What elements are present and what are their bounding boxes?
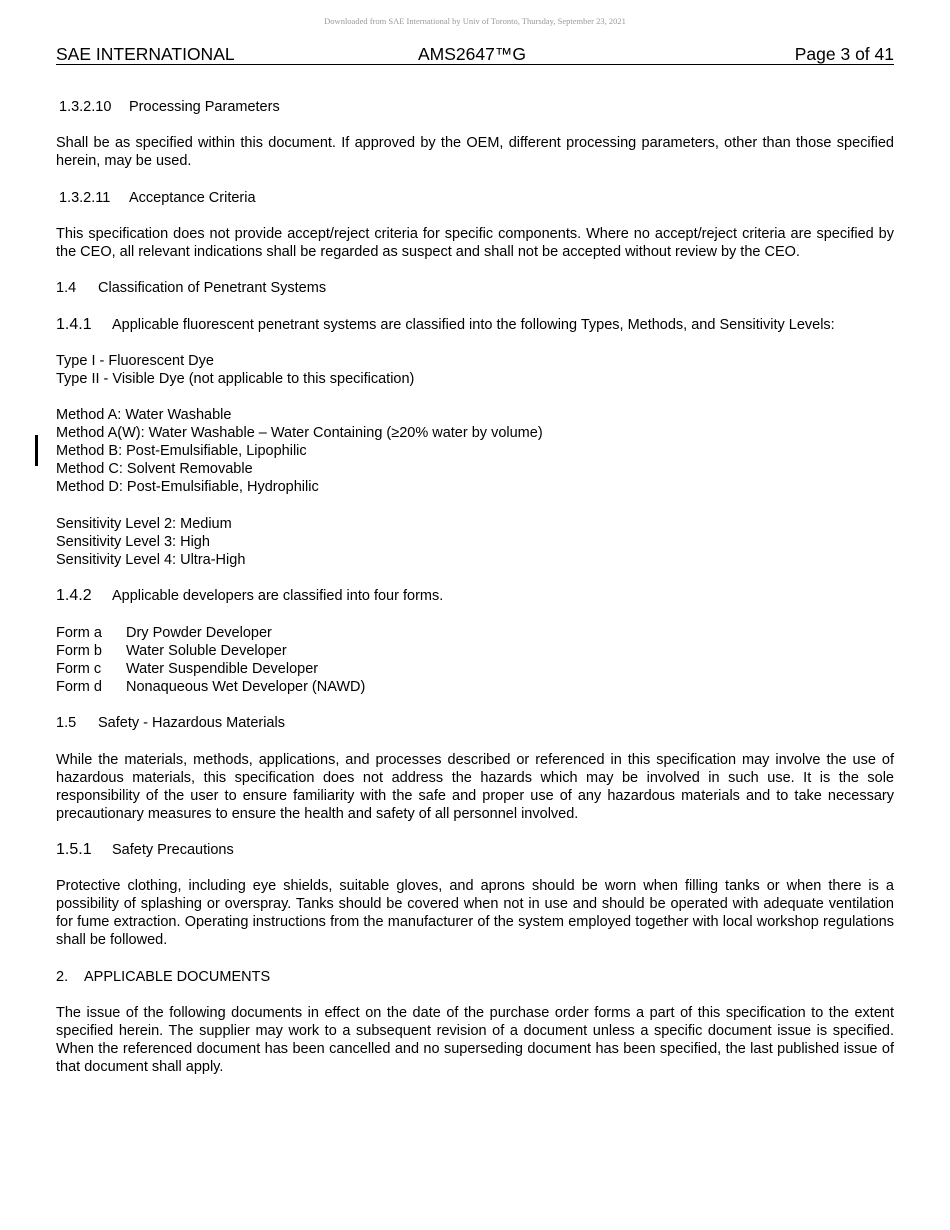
- section-title: Classification of Penetrant Systems: [98, 280, 327, 296]
- method-list: [56, 406, 894, 496]
- header-document-id: AMS2647™G: [418, 44, 526, 64]
- heading-1-5: [56, 714, 894, 732]
- paragraph-processing-parameters: Shall be as specified within this document. If approved by the OEM, different processing parameters, other than those specified herein, may be used.: [56, 135, 894, 169]
- section-number: 1.5: [56, 715, 77, 731]
- heading-1-3-2-11: [56, 189, 894, 207]
- section-number: 1.3.2.11: [59, 190, 111, 206]
- download-watermark: Downloaded from SAE International by Univ of Toronto, Thursday, September 23, 2021: [324, 16, 626, 26]
- form-description: Dry Powder Developer: [126, 625, 272, 641]
- list-item: Type II - Visible Dye (not applicable to this specification): [56, 371, 415, 387]
- header-page-number: Page 3 of 41: [794, 44, 894, 64]
- heading-1-3-2-10: [56, 98, 894, 116]
- section-title: Safety Precautions: [112, 842, 234, 858]
- section-title: Processing Parameters: [129, 99, 280, 115]
- list-item: [56, 660, 894, 678]
- section-title: Acceptance Criteria: [129, 190, 256, 206]
- heading-1-4-2: [56, 587, 894, 605]
- page-header: [56, 44, 894, 65]
- section-title: APPLICABLE DOCUMENTS: [84, 969, 271, 985]
- heading-1-4: [56, 279, 894, 297]
- heading-1-4-1: [56, 316, 894, 334]
- list-item: Method D: Post-Emulsifiable, Hydrophilic: [56, 479, 319, 495]
- paragraph-acceptance-criteria: This specification does not provide accept/reject criteria for specific components. Where no accept/reject criteria are specified by the CEO, all relevant indications shall be regarded as suspect and shall not be accepted without review by the CEO.: [56, 226, 894, 260]
- section-number: 1.4: [56, 280, 77, 296]
- form-description: Water Suspendible Developer: [126, 661, 319, 677]
- section-number: 2.: [56, 969, 69, 985]
- section-title: Applicable fluorescent penetrant systems are classified into the following Types, Methods, and Sensitivity Levels:: [112, 317, 835, 333]
- form-label: Form a: [56, 625, 102, 641]
- type-list: [56, 352, 894, 388]
- list-item: Method A: Water Washable: [56, 407, 232, 423]
- revision-change-bar: [35, 435, 38, 466]
- document-body: [56, 98, 894, 1076]
- list-item: Method A(W): Water Washable – Water Containing (≥20% water by volume): [56, 425, 543, 441]
- list-item: [56, 678, 894, 696]
- list-item: Sensitivity Level 3: High: [56, 534, 210, 550]
- form-description: Nonaqueous Wet Developer (NAWD): [126, 679, 366, 695]
- sensitivity-list: [56, 515, 894, 569]
- list-item: Method B: Post-Emulsifiable, Lipophilic: [56, 443, 307, 459]
- form-label: Form d: [56, 679, 102, 695]
- section-number: 1.4.1: [56, 316, 92, 333]
- list-item: Type I - Fluorescent Dye: [56, 353, 214, 369]
- developer-form-list: [56, 624, 894, 696]
- heading-2: [56, 968, 894, 986]
- section-number: 1.3.2.10: [59, 99, 112, 115]
- list-item: Sensitivity Level 4: Ultra-High: [56, 552, 246, 568]
- heading-1-5-1: [56, 841, 894, 859]
- form-description: Water Soluble Developer: [126, 643, 287, 659]
- form-label: Form b: [56, 643, 102, 659]
- section-title: Safety - Hazardous Materials: [98, 715, 285, 731]
- list-item: [56, 642, 894, 660]
- paragraph-applicable-documents: The issue of the following documents in effect on the date of the purchase order forms a part of this specification to the extent specified herein. The supplier may work to a subsequent revision of a document unless a specific document issue is specified. When the referenced document has been cancelled and no superseding document has been specified, the last published issue of that document shall apply.: [56, 1005, 894, 1075]
- list-item: Method C: Solvent Removable: [56, 461, 253, 477]
- list-item: [56, 624, 894, 642]
- paragraph-safety-hazardous-materials: While the materials, methods, applications, and processes described or referenced in this specification may involve the use of hazardous materials, this specification does not address the hazards which may be involved in such use. It is the sole responsibility of the user to ensure familiarity with the safe and proper use of any hazardous materials and to take necessary precautionary measures to ensure the health and safety of all personnel involved.: [56, 752, 894, 822]
- section-number: 1.4.2: [56, 587, 92, 604]
- form-label: Form c: [56, 661, 102, 677]
- section-number: 1.5.1: [56, 841, 92, 858]
- list-item: Sensitivity Level 2: Medium: [56, 516, 232, 532]
- paragraph-safety-precautions: Protective clothing, including eye shields, suitable gloves, and aprons should be worn when filling tanks or when there is a possibility of splashing or overspray. Tanks should be covered when not in use and should be operated with adequate ventilation for fume extraction. Operating instructions from the manufacturer of the system employed together with local workshop regulations shall be followed.: [56, 878, 894, 948]
- section-title: Applicable developers are classified into four forms.: [112, 588, 444, 604]
- header-organization: SAE INTERNATIONAL: [56, 44, 235, 64]
